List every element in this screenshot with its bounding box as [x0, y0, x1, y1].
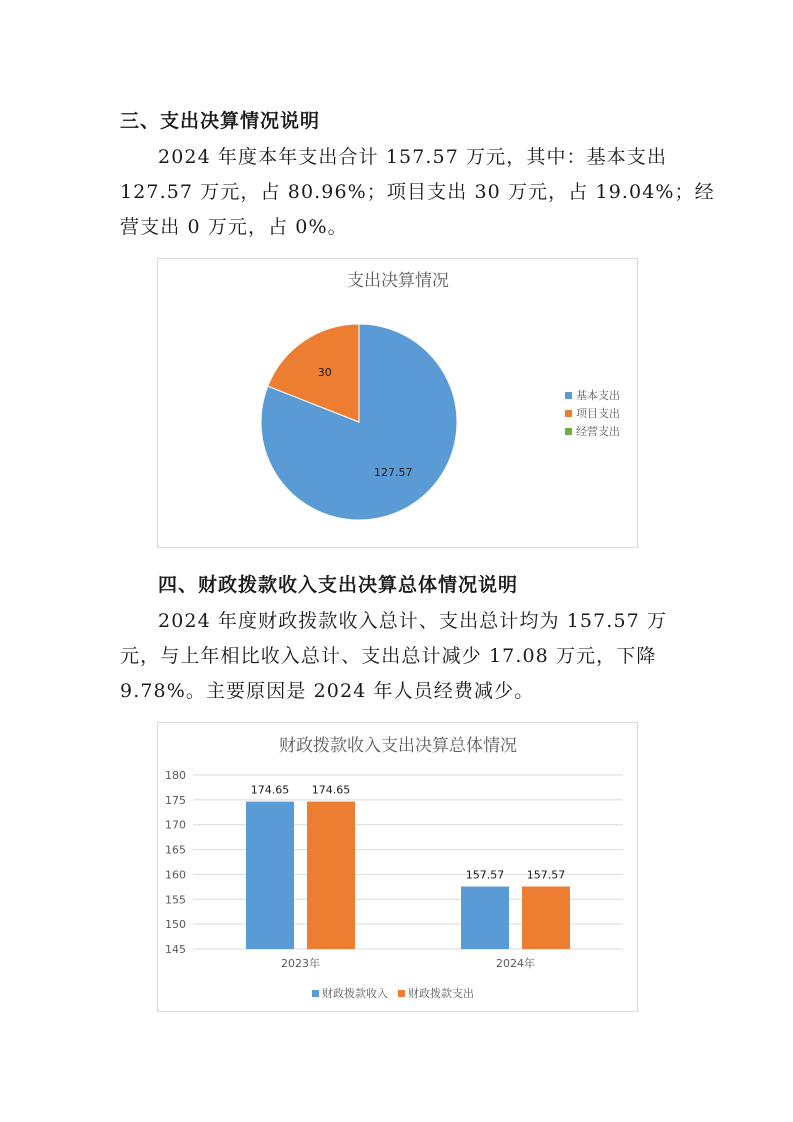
paragraph-line: 2024 年度本年支出合计 157.57 万元，其中：基本支出: [158, 146, 668, 168]
x-tick-label: 2024年: [496, 957, 535, 970]
bar: [307, 802, 355, 949]
legend-swatch: [398, 990, 405, 997]
legend-label: 经营支出: [576, 425, 620, 438]
y-tick-label: 145: [165, 943, 186, 956]
x-tick-label: 2023年: [281, 957, 320, 970]
pie-data-label: 127.57: [373, 466, 413, 480]
y-tick-label: 160: [165, 868, 186, 882]
legend-swatch: [565, 392, 572, 399]
bar-data-label: 157.57: [465, 868, 505, 882]
section-heading-fiscal: 四、财政拨款收入支出决算总体情况说明: [158, 574, 519, 596]
legend-swatch: [312, 990, 319, 997]
bar-chart-frame: [157, 722, 638, 1012]
legend-label: 财政拨款收入: [322, 987, 388, 1000]
paragraph-line: 127.57 万元，占 80.96%；项目支出 30 万元，占 19.04%；经: [120, 181, 715, 203]
bar-data-label: 157.57: [526, 868, 566, 882]
bar-data-label: 174.65: [250, 783, 290, 797]
expenditure-paragraph: [120, 140, 715, 245]
y-tick-label: 175: [165, 793, 186, 807]
bar-chart: [158, 723, 637, 1011]
chart-title: 支出决算情况: [347, 271, 449, 291]
legend-swatch: [565, 428, 572, 435]
legend-label: 项目支出: [576, 407, 620, 420]
paragraph-line: 2024 年度财政拨款收入总计、支出总计均为 157.57 万: [158, 610, 668, 632]
y-tick-label: 180: [165, 769, 186, 782]
bar: [246, 802, 294, 949]
y-tick-label: 165: [165, 843, 186, 857]
y-tick-label: 155: [165, 893, 186, 907]
paragraph-line: 元，与上年相比收入总计、支出总计减少 17.08 万元，下降: [120, 645, 657, 667]
pie-chart-frame: [157, 258, 638, 548]
legend-swatch: [565, 410, 572, 417]
paragraph-line: 营支出 0 万元，占 0%。: [120, 216, 348, 238]
chart-title: 财政拨款收入支出决算总体情况: [279, 736, 517, 756]
legend-label: 基本支出: [576, 389, 620, 402]
bar-data-label: 174.65: [311, 783, 351, 797]
paragraph-line: 9.78%。主要原因是 2024 年人员经费减少。: [120, 680, 535, 702]
fiscal-paragraph: [120, 604, 675, 709]
pie-chart: [158, 259, 637, 547]
legend-label: 财政拨款支出: [408, 987, 474, 1000]
y-tick-label: 170: [165, 818, 186, 832]
section-heading-expenditure: 三、支出决算情况说明: [120, 110, 321, 132]
bar: [461, 887, 509, 949]
bar: [522, 887, 570, 949]
pie-data-label: 30: [317, 365, 332, 379]
y-tick-label: 150: [165, 918, 186, 932]
